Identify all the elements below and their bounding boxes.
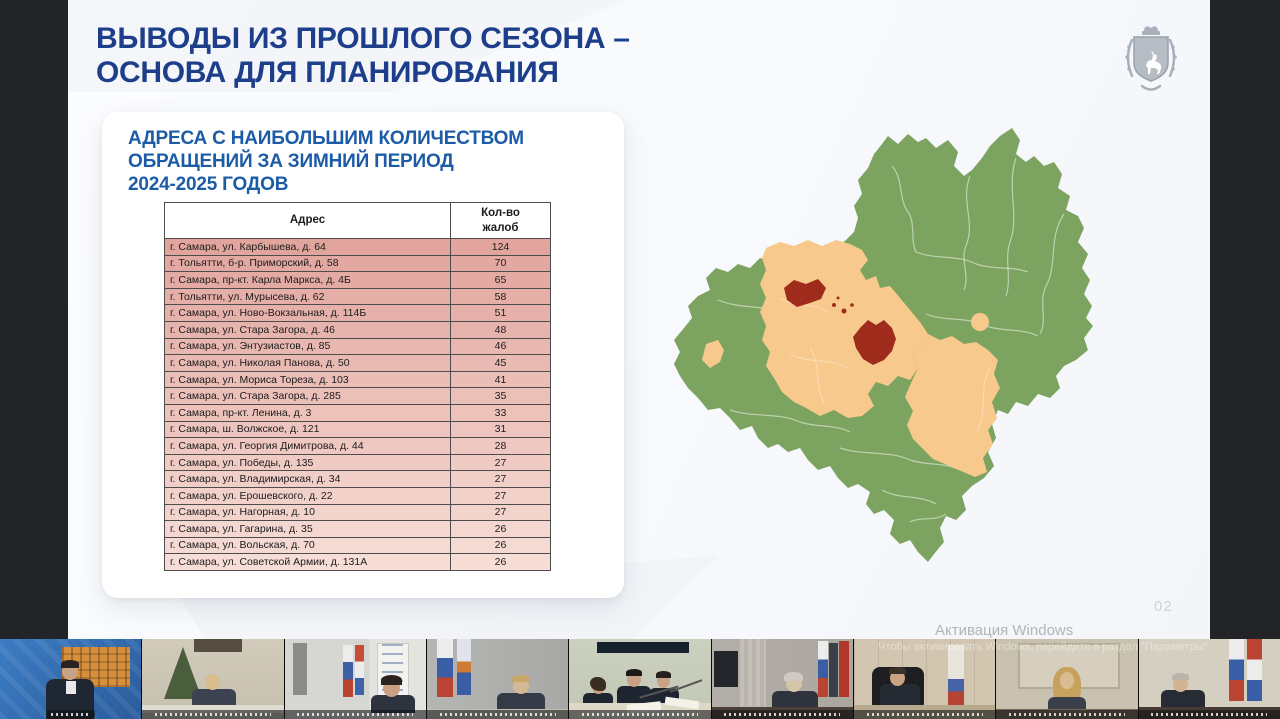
address-cell: г. Самара, пр-кт. Ленина, д. 3: [165, 404, 451, 421]
card-heading-line2: ОБРАЩЕНИЙ ЗА ЗИМНИЙ ПЕРИОД: [128, 150, 454, 172]
table-row: [165, 338, 551, 355]
address-cell: г. Самара, ул. Гагарина, д. 35: [165, 521, 451, 538]
address-cell: г. Тольятти, б-р. Приморский, д. 58: [165, 255, 451, 272]
person-hair: [1172, 673, 1189, 680]
card-heading-line1: АДРЕСА С НАИБОЛЬШИМ КОЛИЧЕСТВОМ: [128, 128, 524, 149]
table-row: [165, 355, 551, 372]
complaint-count-cell: 26: [451, 537, 551, 554]
participant-caption: [569, 710, 710, 719]
curtain: [740, 639, 766, 709]
table-row: [165, 421, 551, 438]
overhead-screen: [597, 642, 689, 653]
person-hair: [784, 672, 803, 681]
complaint-count-cell: 45: [451, 355, 551, 372]
complaint-count-cell: 31: [451, 421, 551, 438]
table-row: [165, 438, 551, 455]
samara-flag: [355, 645, 364, 695]
slide-title: [96, 22, 756, 89]
address-cell: г. Самара, ш. Волжское, д. 121: [165, 421, 451, 438]
address-cell: г. Самара, ул. Советской Армии, д. 131А: [165, 554, 451, 571]
address-cell: г. Самара, ул. Георгия Димитрова, д. 44: [165, 438, 451, 455]
complaint-count-cell: 27: [451, 504, 551, 521]
person-hair: [512, 675, 530, 682]
complaints-table-body: [165, 239, 551, 571]
address-cell: г. Самара, ул. Вольская, д. 70: [165, 537, 451, 554]
column-header-address: Адрес: [165, 203, 451, 239]
page-number: 02: [1154, 598, 1173, 615]
slide-title-line2: ОСНОВА ДЛЯ ПЛАНИРОВАНИЯ: [96, 55, 559, 89]
table-row: [165, 288, 551, 305]
addresses-card: [102, 112, 624, 598]
red-flag: [839, 641, 849, 697]
complaint-count-cell: 27: [451, 487, 551, 504]
address-cell: г. Самара, ул. Победы, д. 135: [165, 454, 451, 471]
slide-title-line1: ВЫВОДЫ ИЗ ПРОШЛОГО СЕЗОНА –: [96, 22, 630, 55]
address-cell: г. Самара, ул. Энтузиастов, д. 85: [165, 338, 451, 355]
russia-flag: [818, 641, 828, 697]
participant-tile-6[interactable]: [712, 639, 854, 719]
table-row: [165, 321, 551, 338]
person-hair: [889, 667, 906, 674]
address-cell: г. Самара, ул. Ерошевского, д. 22: [165, 487, 451, 504]
complaint-count-cell: 58: [451, 288, 551, 305]
person-hair: [381, 675, 402, 685]
samara-region-map: [660, 118, 1120, 613]
participant-caption: [427, 710, 568, 719]
table-row: [165, 554, 551, 571]
dark-flag: [829, 643, 838, 697]
flag: [948, 645, 964, 707]
russia-flag: [437, 639, 453, 697]
complaint-count-cell: 65: [451, 272, 551, 289]
participant-caption: [996, 710, 1137, 719]
russia-flag: [1229, 639, 1244, 701]
address-cell: г. Самара, ул. Мориса Тореза, д. 103: [165, 371, 451, 388]
table-row: [165, 504, 551, 521]
table-row: [165, 521, 551, 538]
address-cell: г. Самара, ул. Николая Панова, д. 50: [165, 355, 451, 372]
map-highlight-enclave: [971, 313, 989, 331]
person-hair: [656, 671, 671, 678]
table-row: [165, 239, 551, 256]
table-row: [165, 272, 551, 289]
complaint-count-cell: 26: [451, 521, 551, 538]
complaint-count-cell: 41: [451, 371, 551, 388]
complaint-count-cell: 27: [451, 454, 551, 471]
person-shirt: [66, 681, 76, 694]
table-row: [165, 371, 551, 388]
tv-screen: [714, 651, 738, 687]
participant-caption: [285, 710, 426, 719]
address-cell: г. Самара, ул. Стара Загора, д. 46: [165, 321, 451, 338]
complaint-count-cell: 28: [451, 438, 551, 455]
table-row: [165, 471, 551, 488]
participant-caption: [142, 710, 283, 719]
participant-caption: [47, 710, 95, 719]
participant-caption: [712, 710, 853, 719]
samara-flag: [457, 639, 471, 695]
address-cell: г. Самара, ул. Стара Загора, д. 285: [165, 388, 451, 405]
person-hair: [61, 660, 79, 668]
participant-tile-2[interactable]: [142, 639, 284, 719]
table-row: [165, 305, 551, 322]
table-row: [165, 487, 551, 504]
address-cell: г. Самара, пр-кт. Карла Маркса, д. 4Б: [165, 272, 451, 289]
russia-flag: [343, 645, 353, 697]
samara-flag: [1247, 639, 1262, 701]
participant-tile-1[interactable]: [0, 639, 142, 719]
address-cell: г. Самара, ул. Нагорная, д. 10: [165, 504, 451, 521]
person-hair: [590, 677, 606, 691]
complaint-count-cell: 35: [451, 388, 551, 405]
complaint-count-cell: 27: [451, 471, 551, 488]
participant-tile-5-active-speaker[interactable]: [569, 639, 711, 719]
address-cell: г. Самара, ул. Карбышева, д. 64: [165, 239, 451, 256]
complaints-table: [164, 202, 551, 571]
card-heading: [128, 128, 598, 196]
participant-tile-4[interactable]: [427, 639, 569, 719]
person-hair: [626, 669, 642, 676]
participant-tile-3[interactable]: [285, 639, 427, 719]
wall-panel: [293, 643, 307, 695]
column-header-count: Кол-во жалоб: [451, 203, 551, 239]
participant-caption: [854, 710, 995, 719]
table-row: [165, 388, 551, 405]
complaint-count-cell: 26: [451, 554, 551, 571]
address-cell: г. Самара, ул. Владимирская, д. 34: [165, 471, 451, 488]
complaint-count-cell: 70: [451, 255, 551, 272]
table-header-row: [165, 203, 551, 239]
table-row: [165, 454, 551, 471]
complaint-count-cell: 46: [451, 338, 551, 355]
complaint-count-cell: 33: [451, 404, 551, 421]
table-row: [165, 404, 551, 421]
complaint-count-cell: 51: [451, 305, 551, 322]
address-cell: г. Самара, ул. Ново-Вокзальная, д. 114Б: [165, 305, 451, 322]
presentation-slide: [68, 0, 1210, 640]
address-cell: г. Тольятти, ул. Мурысева, д. 62: [165, 288, 451, 305]
table-row: [165, 255, 551, 272]
complaint-count-cell: 48: [451, 321, 551, 338]
table-row: [165, 537, 551, 554]
participant-caption: [1139, 710, 1280, 719]
windows-activation-watermark-line2: Чтобы активировать Windows, перейдите в раздел "Параметры".: [878, 641, 1211, 653]
card-heading-line3: 2024-2025 ГОДОВ: [128, 173, 289, 195]
windows-activation-watermark-line1: Активация Windows: [935, 622, 1074, 639]
samara-coat-of-arms-icon: [1122, 24, 1180, 103]
complaint-count-cell: 124: [451, 239, 551, 256]
